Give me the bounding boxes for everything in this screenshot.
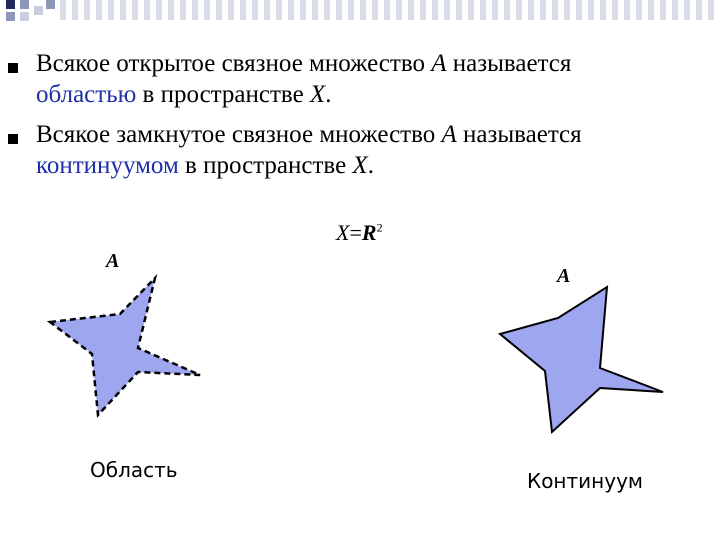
open-region-star [50, 278, 200, 415]
term-oblast: областью [36, 81, 137, 108]
closed-continuum-star [500, 287, 663, 432]
space-label: $X=R^2$ [336, 220, 383, 245]
bullet-1-line-1: Всякое открытое связное множество A называется [36, 50, 572, 77]
bullet-2-line-2: континуумом в пространстве X. [36, 152, 374, 179]
caption-oblast: Область [90, 458, 178, 482]
bullet-2-line-1: Всякое замкнутое связное множество A называется [36, 121, 582, 148]
right-set-label: A [557, 265, 571, 287]
left-set-label: A [106, 250, 120, 272]
caption-kontinuum: Континуум [527, 469, 643, 493]
term-kontinuum: континуумом [36, 152, 179, 179]
bullet-1-line-2: областью в пространстве X. [36, 81, 332, 108]
